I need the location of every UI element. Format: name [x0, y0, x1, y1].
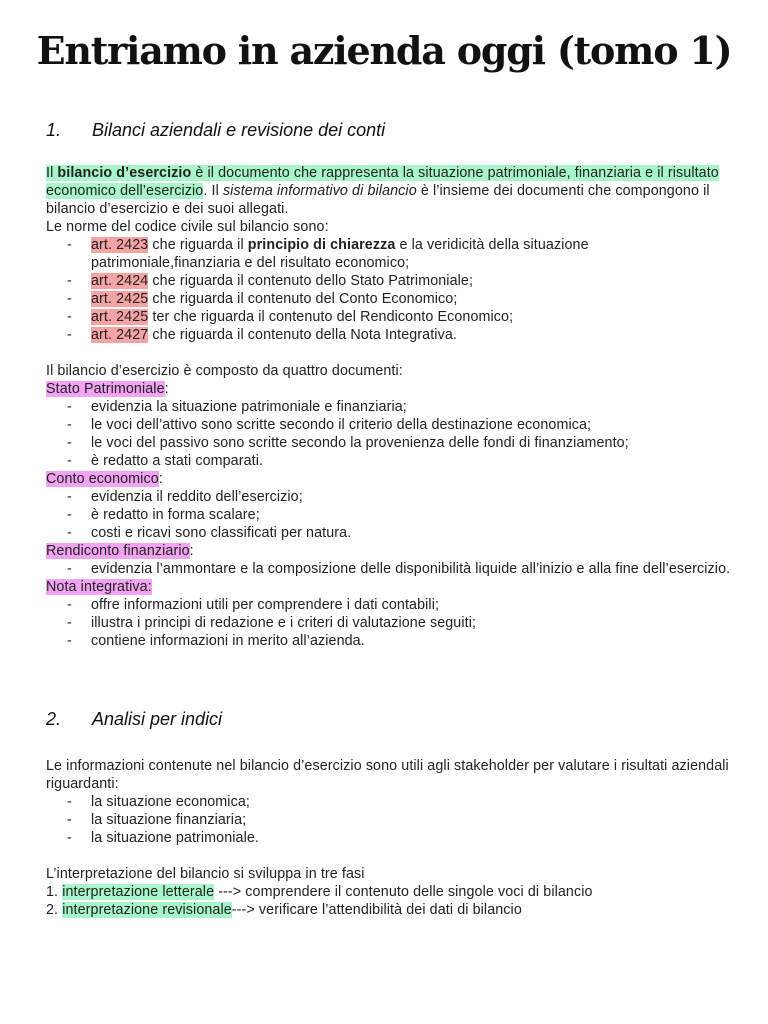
- list-item: - illustra i principi di redazione e i criteri di valutazione seguiti;: [46, 614, 736, 632]
- stato-patrimoniale-list: [46, 398, 736, 470]
- analisi-intro: Le informazioni contenute nel bilancio d’esercizio sono utili agli stakeholder per valutare i risultati aziendali riguardanti:: [46, 758, 729, 792]
- term-bilancio: bilancio d’esercizio: [57, 165, 192, 181]
- norme-list: [46, 236, 736, 344]
- list-item: - la situazione economica;: [46, 793, 736, 811]
- term-sistema-informativo: sistema informativo di bilancio: [222, 183, 417, 199]
- conto-economico-list: [46, 488, 736, 542]
- document-heading-conto-economico: Conto economico:: [46, 471, 163, 487]
- composto-intro: Il bilancio d’esercizio è composto da quattro documenti:: [46, 363, 403, 379]
- section-1-heading: [46, 120, 385, 141]
- list-item: - costi e ricavi sono classificati per natura.: [46, 524, 736, 542]
- list-item: - la situazione finanziaria;: [46, 811, 736, 829]
- section-1-number: 1.: [46, 120, 62, 140]
- list-item: - le voci del passivo sono scritte secondo la provenienza delle fondi di finanziamento;: [46, 434, 736, 452]
- page-title: Entriamo in azienda oggi (tomo 1): [36, 28, 732, 73]
- fase-term: interpretazione revisionale: [62, 902, 232, 918]
- article-ref: art. 2425: [91, 309, 149, 325]
- article-ref: art. 2424: [91, 273, 149, 289]
- rendiconto-list: [46, 560, 736, 578]
- list-item: - art. 2425 che riguarda il contenuto del Conto Economico;: [46, 290, 736, 308]
- list-item: - è redatto in forma scalare;: [46, 506, 736, 524]
- list-item: - art. 2427 che riguarda il contenuto della Nota Integrativa.: [46, 326, 736, 344]
- list-item: - le voci dell’attivo sono scritte secondo il criterio della destinazione economica;: [46, 416, 736, 434]
- norme-intro: Le norme del codice civile sul bilancio sono:: [46, 219, 329, 235]
- article-ref: art. 2427: [91, 327, 149, 343]
- list-item: - art. 2423 che riguarda il principio di chiarezza e la veridicità della situazione patrimoniale,finanziaria e del risultato economico;: [46, 236, 736, 272]
- list-item: - evidenzia il reddito dell’esercizio;: [46, 488, 736, 506]
- list-item: - art. 2424 che riguarda il contenuto dello Stato Patrimoniale;: [46, 272, 736, 290]
- situazioni-list: [46, 793, 736, 847]
- fase-item: 1. interpretazione letterale ---> comprendere il contenuto delle singole voci di bilancio: [46, 884, 593, 900]
- section-2-title: Analisi per indici: [92, 709, 223, 729]
- list-item: - offre informazioni utili per comprendere i dati contabili;: [46, 596, 736, 614]
- list-item: - è redatto a stati comparati.: [46, 452, 736, 470]
- section-1-title: Bilanci aziendali e revisione dei conti: [92, 120, 386, 140]
- fasi-intro: L’interpretazione del bilancio si sviluppa in tre fasi: [46, 866, 365, 882]
- section-2-body: [46, 757, 736, 919]
- article-ref: art. 2423: [91, 237, 149, 253]
- list-item: - la situazione patrimoniale.: [46, 829, 736, 847]
- section-2-heading: [46, 709, 222, 730]
- fase-term: interpretazione letterale: [62, 884, 215, 900]
- bilancio-definition: Il bilancio d’esercizio è il documento che rappresenta la situazione patrimoniale, finanziaria e il risultato economico dell’esercizio. Il sistema informativo di bilancio è l’insieme dei documenti che compongono il bilancio d’esercizio e dei suoi allegati.: [46, 165, 719, 217]
- highlight-definition: Il bilancio d’esercizio è il documento che rappresenta la situazione patrimoniale, finanziaria e il risultato economico dell’esercizio: [46, 165, 719, 199]
- section-2-number: 2.: [46, 709, 62, 729]
- section-1-body: [46, 164, 736, 650]
- nota-integrativa-list: [46, 596, 736, 650]
- list-item: - art. 2425 ter che riguarda il contenuto del Rendiconto Economico;: [46, 308, 736, 326]
- document-heading-rendiconto: Rendiconto finanziario:: [46, 543, 194, 559]
- document-heading-nota-integrativa: Nota integrativa:: [46, 579, 152, 595]
- list-item: - evidenzia la situazione patrimoniale e finanziaria;: [46, 398, 736, 416]
- document-heading-stato-patrimoniale: Stato Patrimoniale:: [46, 381, 169, 397]
- list-item: - evidenzia l’ammontare e la composizione delle disponibilità liquide all’inizio e alla fine dell’esercizio.: [46, 560, 736, 578]
- article-ref: art. 2425: [91, 291, 149, 307]
- list-item: - contiene informazioni in merito all’azienda.: [46, 632, 736, 650]
- fase-item: 2. interpretazione revisionale---> verificare l’attendibilità dei dati di bilancio: [46, 902, 522, 918]
